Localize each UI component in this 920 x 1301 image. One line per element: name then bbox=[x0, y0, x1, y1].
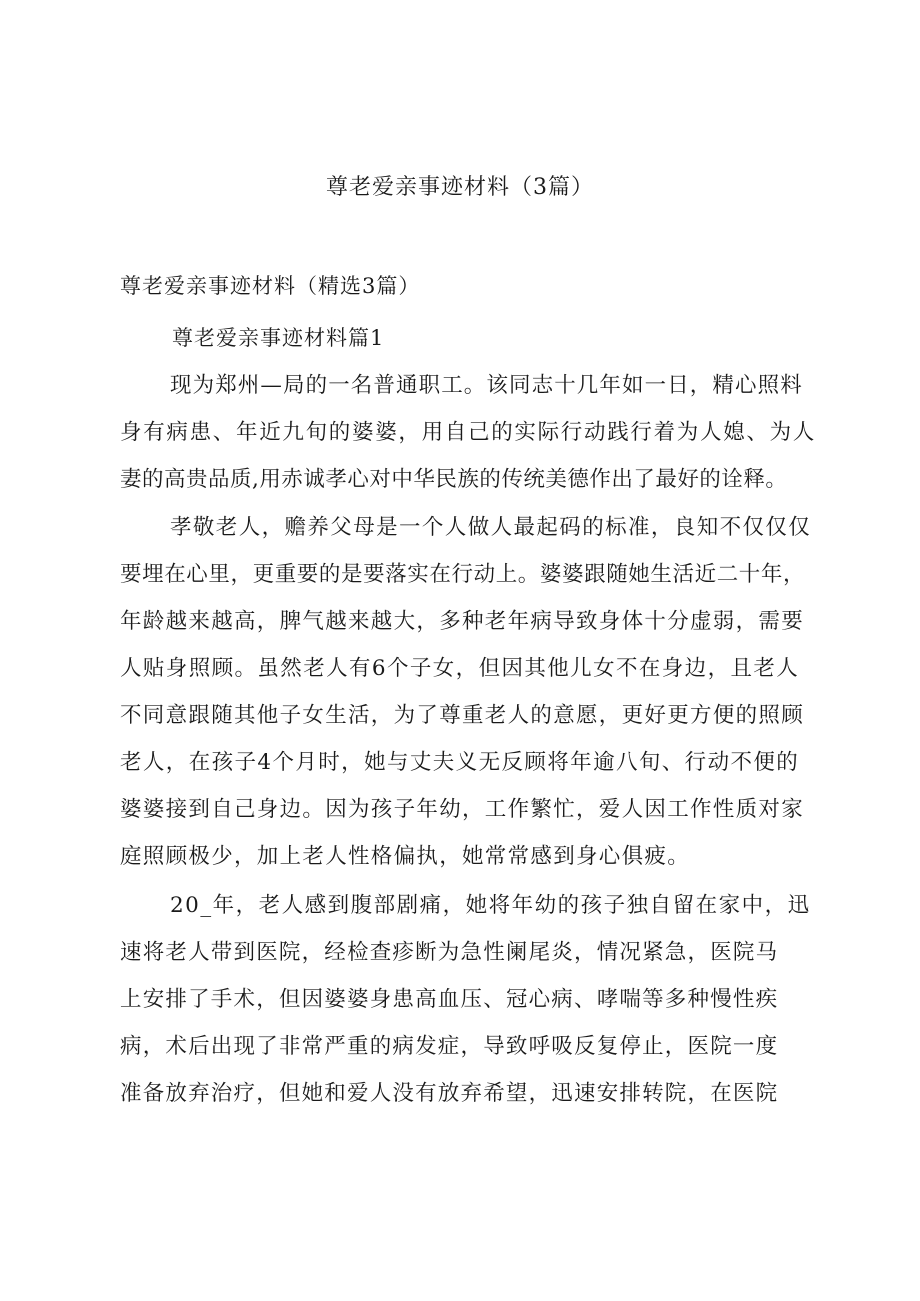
paragraph-line: 20_年，老人感到腹部剧痛，她将年幼的孩子独自留在家中，迅 bbox=[170, 893, 811, 918]
paragraph-line: 准备放弃治疗，但她和爱人没有放弃希望，迅速安排转院，在医院 bbox=[120, 1081, 779, 1106]
paragraph-line: 年龄越来越高，脾气越来越大，多种老年病导致身体十分虚弱，需要 bbox=[120, 609, 805, 634]
paragraph-line: 孝敬老人，赡养父母是一个人做人最起码的标准，良知不仅仅仅 bbox=[170, 515, 812, 540]
paragraph-line: 病，术后出现了非常严重的病发症，导致呼吸反复停止，医院一度 bbox=[120, 1034, 779, 1059]
document-subtitle: 尊老爱亲事迹材料（精选3篇） bbox=[120, 274, 421, 298]
paragraph-line: 庭照顾极少，加上老人性格偏执，她常常感到身心俱疲。 bbox=[120, 844, 691, 869]
paragraph-line: 婆婆接到自己身边。因为孩子年幼，工作繁忙，爱人因工作性质对家 bbox=[120, 797, 805, 822]
section-heading: 尊老爱亲事迹材料篇1 bbox=[172, 326, 385, 350]
paragraph-line: 身有病患、年近九旬的婆婆，用自己的实际行动践行着为人媳、为人 bbox=[120, 420, 817, 445]
paragraph-line: 不同意跟随其他子女生活，为了尊重老人的意愿，更好更方便的照顾 bbox=[120, 703, 805, 728]
document-title: 尊老爱亲事迹材料（3篇） bbox=[326, 175, 594, 200]
paragraph-line: 上安排了手术，但因婆婆身患高血压、冠心病、哮喘等多种慢性疾 bbox=[120, 987, 779, 1012]
paragraph-line: 老人，在孩子4个月时，她与丈夫义无反顾将年逾八旬、行动不便的 bbox=[120, 750, 800, 775]
paragraph-line: 人贴身照顾。虽然老人有6个子女，但因其他儿女不在身边，且老人 bbox=[120, 656, 800, 681]
paragraph-line: 速将老人带到医院，经检查疹断为急性阑尾炎，情况紧急，医院马 bbox=[120, 940, 779, 965]
paragraph-line: 要埋在心里，更重要的是要落实在行动上。婆婆跟随她生活近二十年， bbox=[120, 562, 806, 587]
paragraph-line: 妻的高贵品质,用赤诚孝心对中华民族的传统美德作出了最好的诠释。 bbox=[120, 467, 788, 492]
paragraph-line: 现为郑州—局的一名普通职工。该同志十几年如一日，精心照料 bbox=[170, 373, 803, 398]
